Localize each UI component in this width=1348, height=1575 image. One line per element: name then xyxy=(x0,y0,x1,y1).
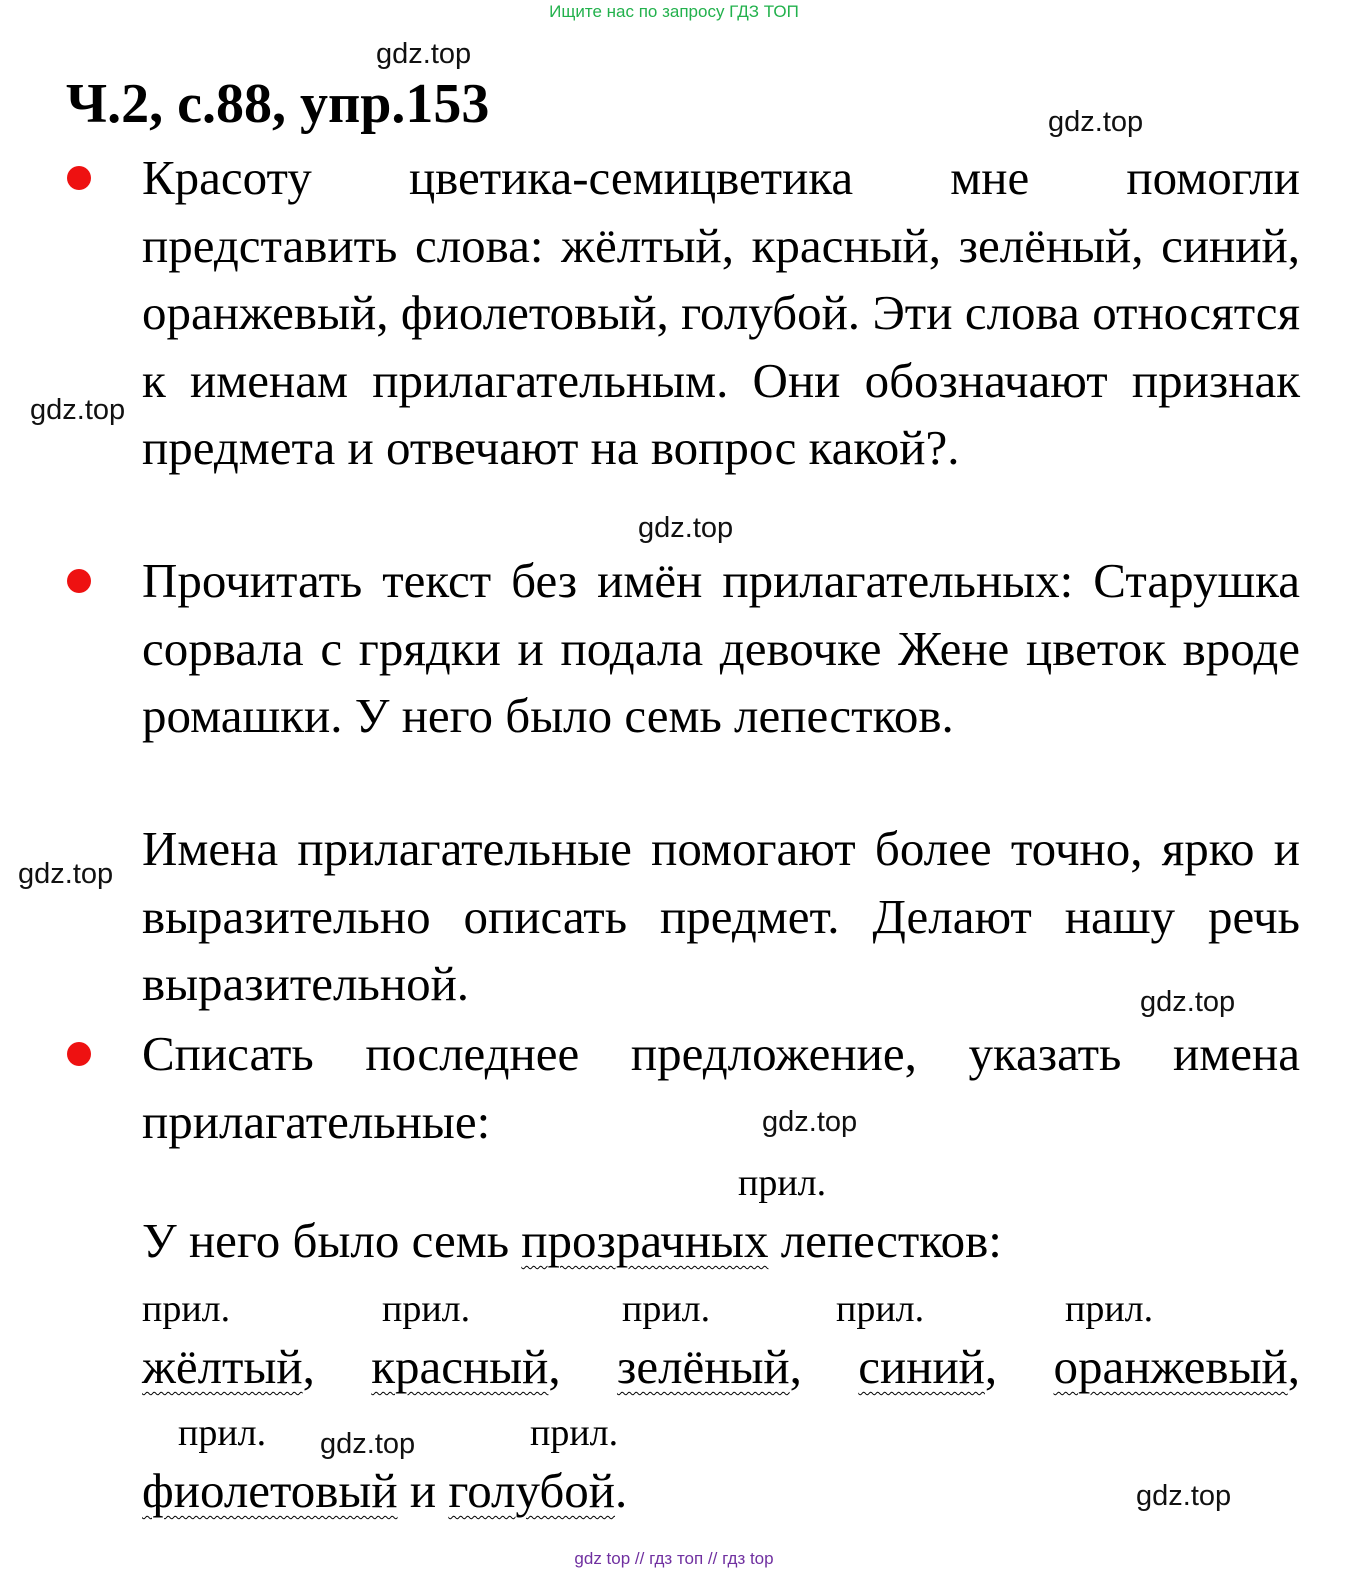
adjective-label: прил. xyxy=(622,1288,711,1330)
sentence-line-3 xyxy=(142,1463,628,1518)
sentence-line-1 xyxy=(142,1213,1002,1268)
watermark: gdz.top xyxy=(18,858,114,890)
watermark: gdz.top xyxy=(762,1106,858,1138)
adjective-word: зелёный xyxy=(616,1339,790,1394)
adjective-label: прил. xyxy=(142,1288,231,1330)
watermark: gdz.top xyxy=(1048,106,1144,138)
watermark: gdz.top xyxy=(30,394,126,426)
period: . xyxy=(615,1463,628,1518)
footer-watermark: gdz top // гдз топ // гдз top xyxy=(574,1549,774,1568)
adjective-word: голубой xyxy=(448,1463,616,1518)
adjective-label: прил. xyxy=(530,1412,619,1454)
adjective-label: прил. xyxy=(738,1162,827,1204)
adjective-word: жёлтый xyxy=(142,1339,303,1394)
paragraph-3: Имена прилагательные помогают более точно, ярко и выразительно описать предмет. Делают нашу речь выразительной. xyxy=(142,821,1300,1011)
adjective-word: оранжевый xyxy=(1053,1339,1288,1394)
comma: , xyxy=(548,1339,561,1394)
adjective-label: прил. xyxy=(836,1288,925,1330)
sentence-text: лепестков: xyxy=(768,1213,1002,1268)
paragraph-2: Прочитать текст без имён прилагательных: Старушка сорвала с грядки и подала девочке Жене цветок вроде ромашки. У него было семь лепестков. xyxy=(142,553,1300,743)
adjective-word: синий xyxy=(858,1339,985,1394)
sentence-text: и xyxy=(397,1463,449,1518)
comma: , xyxy=(1287,1339,1300,1394)
adjective-label: прил. xyxy=(1065,1288,1154,1330)
watermark: gdz.top xyxy=(1136,1480,1232,1512)
bullet-icon xyxy=(67,569,91,593)
adjective-label: прил. xyxy=(382,1288,471,1330)
watermark: gdz.top xyxy=(320,1428,416,1460)
comma: , xyxy=(302,1339,315,1394)
adjective-word: красный xyxy=(371,1339,549,1394)
watermark: gdz.top xyxy=(376,38,472,70)
bullet-icon xyxy=(67,166,91,190)
bullet-icon xyxy=(67,1042,91,1066)
sentence-text: У него было семь xyxy=(142,1213,522,1268)
adjective-word: фиолетовый xyxy=(142,1463,398,1518)
watermark: gdz.top xyxy=(638,512,734,544)
paragraph-1: Красоту цветика-семицветика мне помогли представить слова: жёлтый, красный, зелёный, синий, оранжевый, фиолетовый, голубой. Эти слова относятся к именам прилагательным. Они обозначают признак предмета и отвечают на вопрос какой?. xyxy=(142,150,1300,475)
adjective-word: прозрачных xyxy=(521,1213,769,1268)
sentence-line-2 xyxy=(142,1339,1300,1394)
adjective-label: прил. xyxy=(178,1412,267,1454)
page-title: Ч.2, с.88, упр.153 xyxy=(66,73,490,135)
search-banner: Ищите нас по запросу ГДЗ ТОП xyxy=(549,2,799,21)
paragraph-4: Списать последнее предложение, указать имена прилагательные: xyxy=(142,1026,1300,1149)
comma: , xyxy=(984,1339,998,1394)
watermark: gdz.top xyxy=(1140,986,1236,1018)
comma: , xyxy=(789,1339,802,1394)
